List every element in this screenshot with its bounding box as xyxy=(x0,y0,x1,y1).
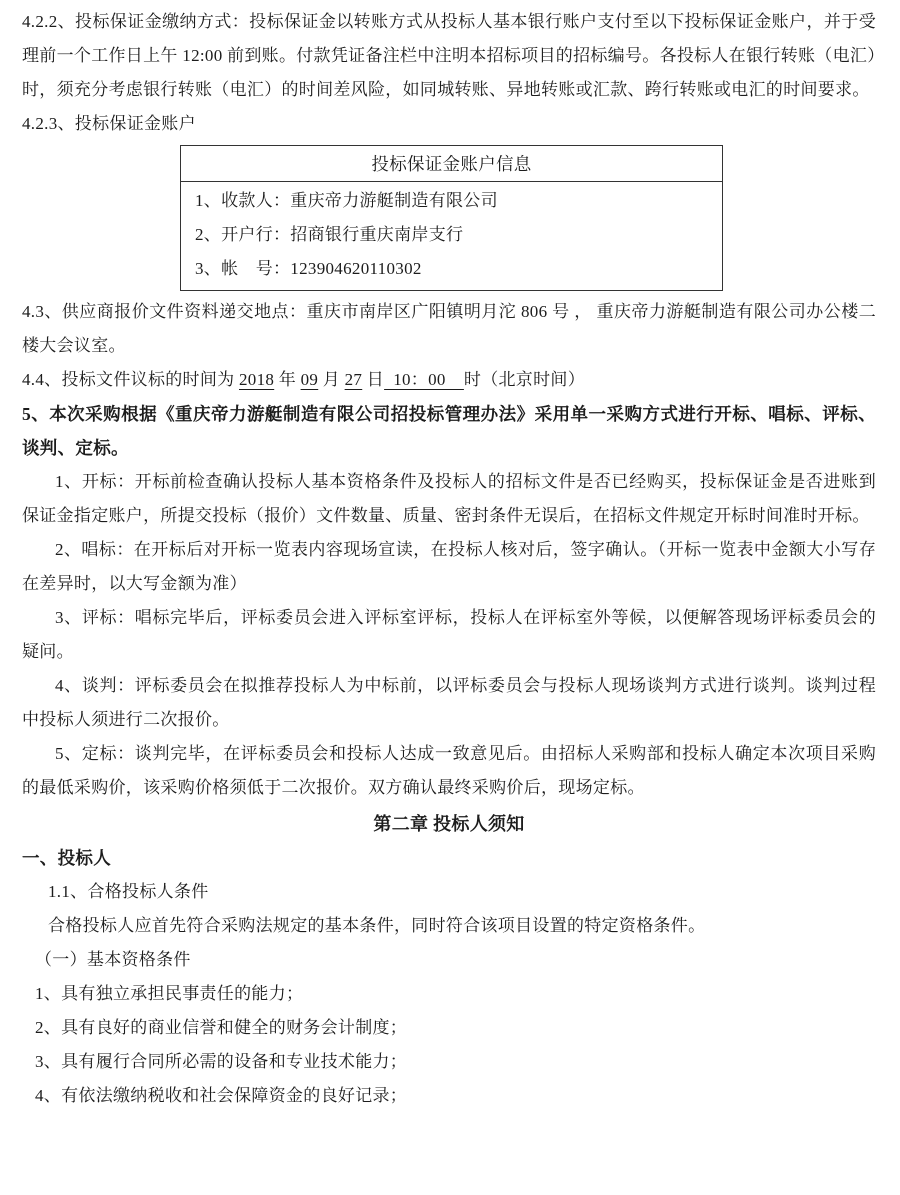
section-4-4-prefix: 4.4、投标文件议标的时间为 xyxy=(22,370,239,389)
basic-item-1: 1、具有独立承担民事责任的能力； xyxy=(35,984,304,1003)
step-4-negotiation: 4、谈判：评标委员会在拟推荐投标人为中标前，以评标委员会与投标人现场谈判方式进行谈判。谈判过程中投标人须进行二次报价。 xyxy=(22,676,876,729)
step-2-bid-announcement: 2、唱标：在开标后对开标一览表内容现场宣读，在投标人核对后，签字确认。（开标一览表中金额大小写存在差异时，以大写金额为准） xyxy=(22,540,876,593)
basic-item-2: 2、具有良好的商业信誉和健全的财务会计制度； xyxy=(35,1018,408,1037)
deposit-table-body xyxy=(181,182,722,290)
table-row-bank: 2、开户行：招商银行重庆南岸支行 xyxy=(195,225,464,244)
chapter-2-title: 第二章 投标人须知 xyxy=(373,814,525,834)
basic-item-3: 3、具有履行合同所必需的设备和专业技术能力； xyxy=(35,1052,408,1071)
section-4-4: 4.4、投标文件议标的时间为 2018 年 09 月 27 日 10：00 时（北京时间） xyxy=(22,370,586,389)
bid-day-value: 27 xyxy=(344,370,363,389)
para-eligibility-statement: 合格投标人应首先符合采购法规定的基本条件，同时符合该项目设置的特定资格条件。 xyxy=(48,916,706,935)
heading-1-1-eligible-bidder: 1.1、合格投标人条件 xyxy=(48,882,209,901)
step-5-award-decision: 5、定标：谈判完毕，在评标委员会和投标人达成一致意见后。由招标人采购部和投标人确定本次项目采购的最低采购价，该采购价格须低于二次报价。双方确认最终采购价后，现场定标。 xyxy=(22,744,876,797)
basic-item-4: 4、有依法缴纳税收和社会保障资金的良好记录； xyxy=(35,1086,408,1105)
step-1-bid-opening: 1、开标：开标前检查确认投标人基本资格条件及投标人的招标文件是否已经购买，投标保证金是否进账到保证金指定账户，所提交投标（报价）文件数量、质量、密封条件无误后，在招标文件规定开标时间准时开标。 xyxy=(22,472,876,525)
section-4-4-suffix: 时（北京时间） xyxy=(463,370,586,389)
section-4-3: 4.3、供应商报价文件资料递交地点：重庆市南岸区广阳镇明月沱 806 号 ， 重庆帝力游艇制造有限公司办公楼二楼大会议室。 xyxy=(22,302,876,355)
bid-year-value: 2018 xyxy=(239,370,275,389)
section-4-2-2: 4.2.2、投标保证金缴纳方式：投标保证金以转账方式从投标人基本银行账户支付至以下投标保证金账户，并于受理前一个工作日上午 12:00 前到账。付款凭证备注栏中注明本招标项目的招标编号。各投标人在银行转账（电汇）时，须充分考虑银行转账（电汇）的时间差风险，如同城转账、异地转账或汇款、跨行转账或电汇的时间要求。 xyxy=(22,12,876,99)
bid-time-value: 10：00 xyxy=(384,370,464,389)
bid-month-value: 09 xyxy=(300,370,319,389)
step-3-bid-evaluation: 3、评标：唱标完毕后，评标委员会进入评标室评标，投标人在评标室外等候，以便解答现场评标委员会的疑问。 xyxy=(22,608,876,661)
table-row-payee: 1、收款人：重庆帝力游艇制造有限公司 xyxy=(195,191,498,210)
section-4-2-3-heading: 4.2.3、投标保证金账户 xyxy=(22,114,196,133)
deposit-table-title: 投标保证金账户信息 xyxy=(181,146,722,182)
heading-bidders: 一、投标人 xyxy=(22,848,111,868)
section-5-procurement-method: 5、本次采购根据《重庆帝力游艇制造有限公司招投标管理办法》采用单一采购方式进行开标、唱标、评标、谈判、定标。 xyxy=(22,404,876,458)
heading-basic-qualifications: （一）基本资格条件 xyxy=(35,950,191,969)
table-row-account-number: 3、帐 号：123904620110302 xyxy=(195,259,422,278)
deposit-account-table xyxy=(180,145,723,291)
